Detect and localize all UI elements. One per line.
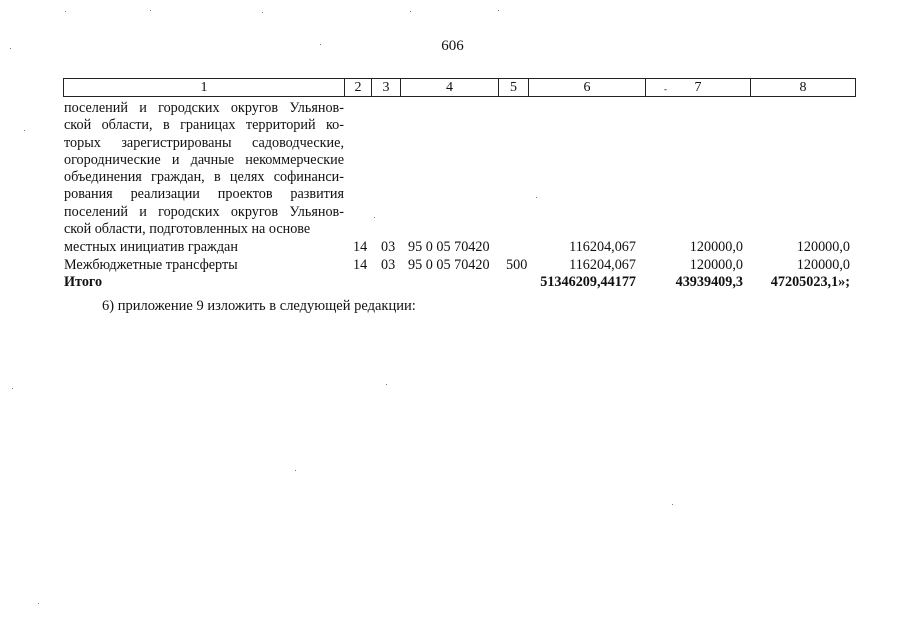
description-line: рования реализации проектов развития [64,186,344,203]
column-header-1: 1 [64,79,345,97]
stray-tick-mark: - [664,84,667,94]
scan-speck [386,384,387,385]
column-header-table [63,78,856,97]
description-line: огороднические и дачные некоммерческие [64,151,344,168]
total-col7: 43939409,3 [675,274,743,290]
scan-speck [410,11,411,12]
row-value-col8: 120000,0 [796,257,850,273]
column-header-2: 2 [345,79,372,97]
row-expense-type: 500 [506,257,528,273]
row-value-col7: 120000,0 [689,257,743,273]
scan-speck [262,12,263,13]
scan-speck [536,197,537,198]
total-col6: 51346209,44177 [540,274,636,290]
amendment-note: 6) приложение 9 изложить в следующей редакции: [102,298,416,314]
row-value-col6: 116204,067 [569,239,636,255]
scan-speck [150,10,151,11]
table-row [0,256,905,274]
description-line: ской области, подготовленных на основе [64,221,311,238]
row-section: 14 [353,239,368,255]
description-line: поселений и городских округов Ульянов- [64,100,344,116]
item-description [64,100,344,238]
column-header-8: 8 [751,79,856,97]
scan-speck [38,603,39,604]
row-value-col8: 120000,0 [796,239,850,255]
column-header-5: 5 [499,79,529,97]
row-name: местных инициатив граждан [64,239,238,255]
row-value-col6: 116204,067 [569,257,636,273]
scan-speck [374,217,375,218]
row-value-col7: 120000,0 [689,239,743,255]
column-header-4: 4 [401,79,499,97]
row-name: Межбюджетные трансферты [64,257,238,273]
row-section: 14 [353,257,368,273]
scan-speck [295,470,296,471]
column-header-row [64,79,856,97]
column-header-7: 7 [646,79,751,97]
scan-speck [672,504,673,505]
description-line: торых зарегистрированы садоводческие, [64,134,344,151]
description-line: поселений и городских округов Ульянов- [64,203,344,220]
total-label: Итого [64,274,103,290]
description-line: объединения граждан, в целях софинанси- [64,169,344,186]
row-subsection: 03 [381,257,396,273]
row-subsection: 03 [381,239,396,255]
column-header-6: 6 [529,79,646,97]
description-line: ской области, в границах территорий ко- [64,117,344,134]
scan-speck [12,388,13,389]
page-number: 606 [441,38,464,54]
column-header-3: 3 [372,79,401,97]
row-target-article: 95 0 05 70420 [408,257,490,273]
row-target-article: 95 0 05 70420 [408,239,490,255]
scan-speck [65,11,66,12]
total-row [0,273,905,291]
scan-speck [10,48,11,49]
scan-speck [320,44,321,45]
scan-speck [498,10,499,11]
total-col8: 47205023,1»; [770,274,850,290]
table-row [0,238,905,256]
scan-speck [24,130,25,131]
